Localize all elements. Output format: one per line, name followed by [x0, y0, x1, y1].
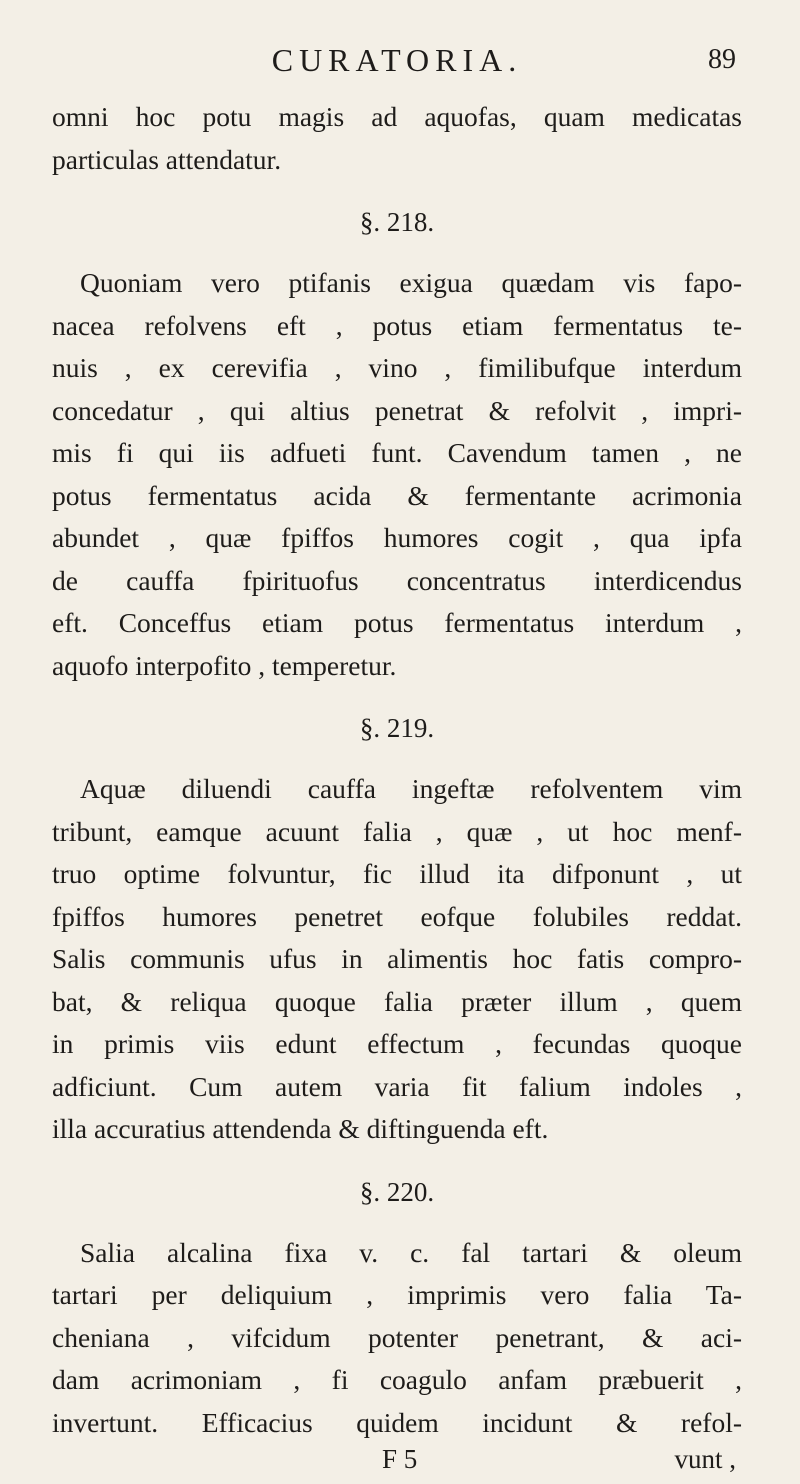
text-line: Aquæ diluendi cauffa ingeftæ refolventem vim	[80, 773, 742, 804]
text-line: nacea refolvens eft , potus etiam fermentatus te-	[52, 309, 742, 341]
opening-paragraph	[52, 96, 742, 181]
catchword: vunt ,	[674, 1444, 736, 1474]
text-line: de cauffa fpirituofus concentratus interdicendus	[52, 564, 742, 596]
text-line: abundet , quæ fpiffos humores cogit , qua ipfa	[52, 522, 742, 553]
text-line: in primis viis edunt effectum , fecundas quoque	[52, 1028, 742, 1059]
text-line: tartari per deliquium , imprimis vero falia Ta-	[52, 1279, 742, 1310]
text-line: omni hoc potu magis ad aquofas, quam medicatas	[52, 101, 742, 132]
section-heading: §. 218.	[359, 207, 435, 237]
page-number: 89	[708, 44, 736, 75]
text-line: dam acrimoniam , fi coagulo anfam præbuerit ,	[52, 1364, 742, 1395]
text-line: adficiunt. Cum autem varia fit falium indoles ,	[52, 1070, 742, 1102]
catchline	[52, 1444, 742, 1484]
text-line: bat, & reliqua quoque falia præter illum , quem	[52, 985, 742, 1017]
text-line: fpiffos humores penetret eofque folubiles reddat.	[52, 900, 742, 932]
text-line: Salis communis ufus in alimentis hoc fatis compro-	[52, 943, 742, 974]
section-218	[52, 207, 742, 687]
text-line: illa accuratius attendenda & diftinguenda eft.	[52, 1113, 549, 1144]
text-line: Salia alcalina fixa v. c. fal tartari & oleum	[80, 1236, 742, 1268]
section-heading: §. 219.	[359, 713, 435, 743]
text-line: aquofo interpofito , temperetur.	[52, 649, 397, 681]
text-line: concedatur , qui altius penetrat & refolvit , impri-	[52, 394, 742, 426]
section-220	[52, 1177, 742, 1445]
text-line: truo optime folvuntur, fic illud ita difponunt , ut	[52, 858, 742, 889]
text-line: cheniana , vifcidum potenter penetrant, & aci-	[52, 1321, 742, 1353]
text-line: Quoniam vero ptifanis exigua quædam vis fapo-	[80, 267, 742, 298]
text-line: tribunt, eamque acuunt falia , quæ , ut hoc menf-	[52, 815, 742, 847]
text-line: invertunt. Efficacius quidem incidunt & refol-	[52, 1406, 742, 1438]
section-219	[52, 713, 742, 1151]
text-line: potus fermentatus acida & fermentante acrimonia	[52, 479, 742, 511]
section-heading: §. 220.	[359, 1176, 435, 1207]
signature-mark: F 5	[382, 1444, 418, 1474]
running-title: CURATORIA.	[271, 42, 523, 78]
text-line: eft. Conceffus etiam potus fermentatus interdum ,	[52, 607, 742, 638]
text-line: nuis , ex cerevifia , vino , fimilibufque interdum	[52, 352, 742, 383]
running-head	[52, 0, 742, 96]
text-line: mis fi qui iis adfueti funt. Cavendum tamen , ne	[52, 437, 742, 468]
text-line: particulas attendatur.	[52, 143, 282, 175]
